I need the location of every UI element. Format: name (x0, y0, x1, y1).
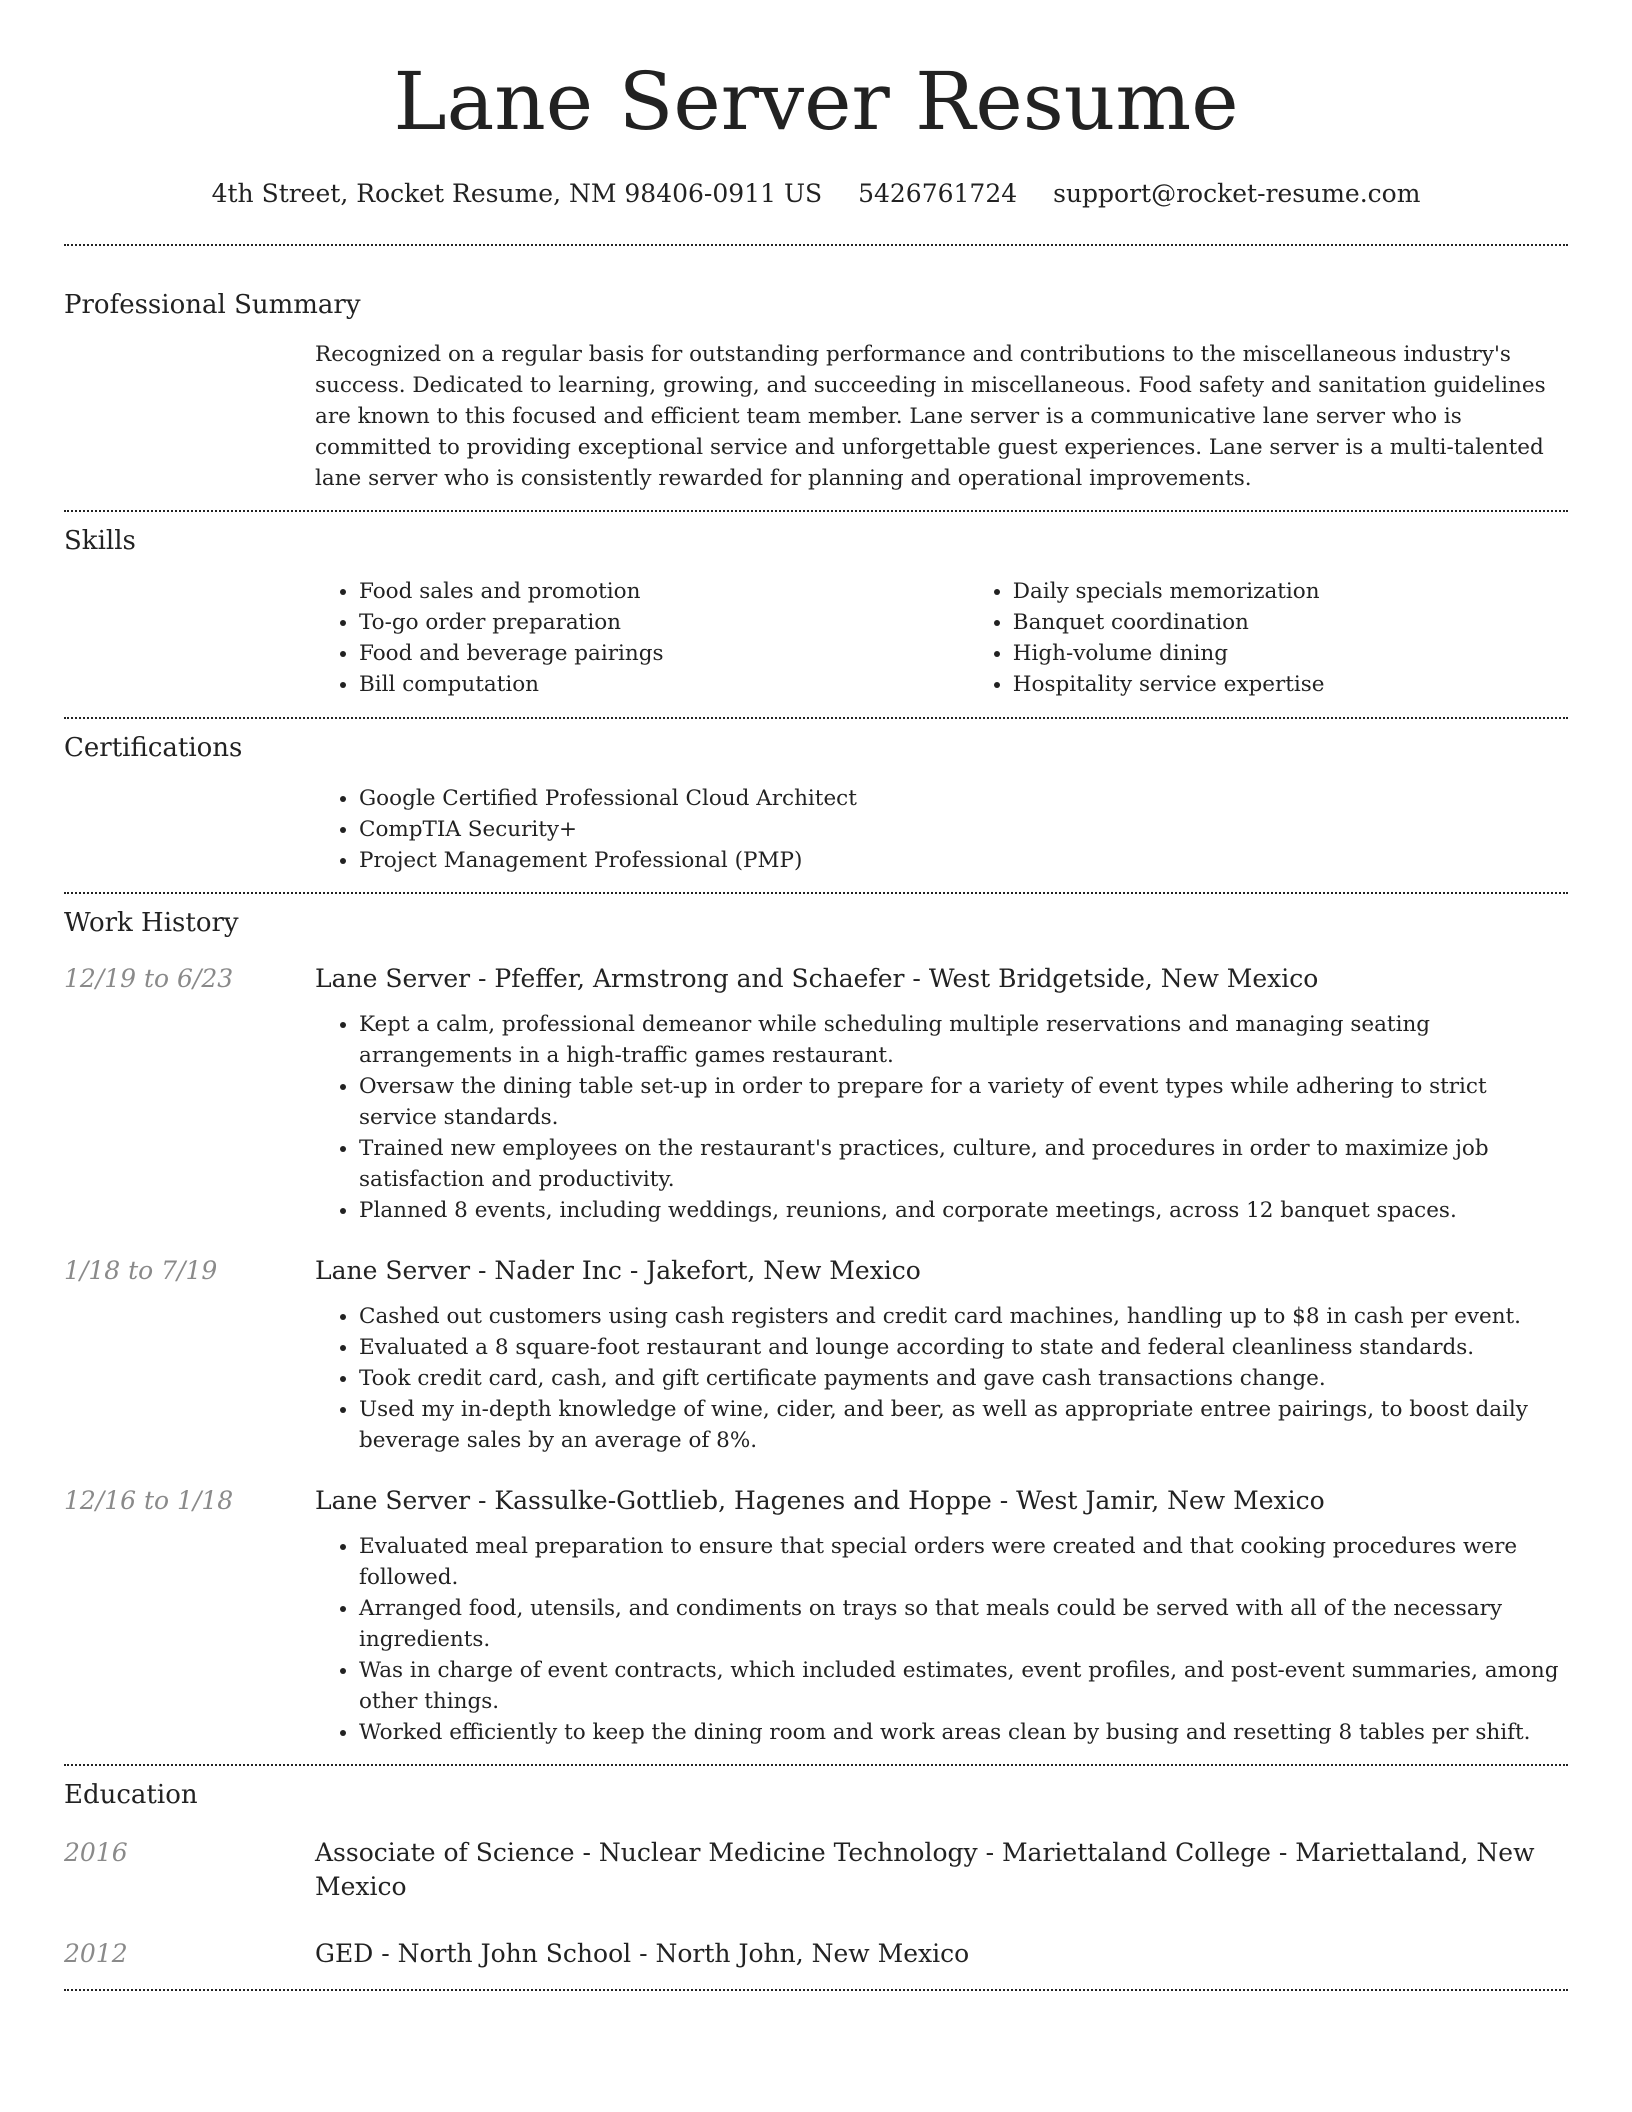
job-bullet: • Oversaw the dining table set-up in order to prepare for a variety of event types while adhering to strict service standards. (359, 1071, 1568, 1133)
job-title: Lane Server - Kassulke-Gottlieb, Hagenes and Hoppe - West Jamir, New Mexico (315, 1486, 1325, 1515)
job-bullets (315, 1009, 1568, 1226)
skills-section (64, 512, 1568, 700)
certifications-body (315, 783, 1568, 876)
job-bullets (315, 1301, 1568, 1456)
job-bullet: • Used my in-depth knowledge of wine, cider, and beer, as well as appropriate entree pairings, to boost daily beverage sales by an average of 8%. (359, 1394, 1568, 1456)
job-bullet: • Evaluated a 8 square-foot restaurant and lounge according to state and federal cleanliness standards. (359, 1332, 1568, 1363)
job-bullet: • Planned 8 events, including weddings, reunions, and corporate meetings, across 12 banquet spaces. (359, 1195, 1568, 1226)
job-bullet-list (315, 1301, 1568, 1456)
education-title: GED - North John School - North John, New Mexico (315, 1939, 970, 1968)
education-date: 2016 (64, 1838, 128, 1867)
job-bullet: • Worked efficiently to keep the dining room and work areas clean by busing and resetting 8 tables per shift. (359, 1717, 1568, 1748)
job-bullet: • Took credit card, cash, and gift certificate payments and gave cash transactions change. (359, 1363, 1568, 1394)
summary-section (64, 246, 1568, 494)
education-entry (64, 1937, 1568, 1971)
job-header (64, 962, 1568, 996)
job-header (64, 1254, 1568, 1288)
job-date: 12/19 to 6/23 (64, 964, 234, 993)
summary-body (315, 339, 1568, 494)
skills-list-left (315, 576, 969, 700)
divider (64, 1989, 1568, 1991)
skill-item: • To-go order preparation (359, 607, 969, 638)
job-bullet: • Evaluated meal preparation to ensure that special orders were created and that cooking procedures were followed. (359, 1531, 1568, 1593)
job-bullet: • Trained new employees on the restaurant's practices, culture, and procedures in order to maximize job satisfaction and productivity. (359, 1133, 1568, 1195)
skill-item: • Banquet coordination (1013, 607, 1568, 638)
job-entry (64, 1484, 1568, 1748)
education-date: 2012 (64, 1939, 128, 1968)
skills-list-right (969, 576, 1568, 700)
certifications-section (64, 719, 1568, 876)
summary-text: Recognized on a regular basis for outstanding performance and contributions to the miscellaneous industry's success. Dedicated to learning, growing, and succeeding in miscellaneous. Food safety and sanitation guidelines are known to this focused and efficient team member. Lane server is a communicative lane server who is committed to providing exceptional service and unforgettable guest experiences. Lane server is a multi-talented lane server who is consistently rewarded for planning and operational improvements. (315, 342, 1546, 491)
job-entry (64, 962, 1568, 1226)
contact-email: support@rocket-resume.com (1053, 179, 1421, 208)
job-bullet: • Cashed out customers using cash registers and credit card machines, handling up to $8 in cash per event. (359, 1301, 1568, 1332)
certifications-list (315, 783, 1568, 876)
job-title: Lane Server - Pfeffer, Armstrong and Schaefer - West Bridgetside, New Mexico (315, 964, 1319, 993)
skill-item: • Bill computation (359, 669, 969, 700)
section-title-certifications: Certifications (64, 733, 243, 763)
job-date: 12/16 to 1/18 (64, 1486, 234, 1515)
resume-name: Lane Server Resume (393, 55, 1239, 148)
section-title-work: Work History (64, 908, 239, 938)
section-title-skills: Skills (64, 526, 136, 556)
section-title-summary: Professional Summary (64, 290, 361, 320)
skill-item: • Food sales and promotion (359, 576, 969, 607)
section-title-education: Education (64, 1780, 198, 1810)
job-bullet: • Kept a calm, professional demeanor while scheduling multiple reservations and managing seating arrangements in a high-traffic games restaurant. (359, 1009, 1568, 1071)
job-bullet: • Arranged food, utensils, and condiments on trays so that meals could be served with all of the necessary ingredients. (359, 1593, 1568, 1655)
contact-address: 4th Street, Rocket Resume, NM 98406-0911 US (211, 179, 823, 208)
job-date: 1/18 to 7/19 (64, 1256, 218, 1285)
skill-item: • Hospitality service expertise (1013, 669, 1568, 700)
certification-item: • CompTIA Security+ (359, 814, 1568, 845)
job-bullet-list (315, 1009, 1568, 1226)
skills-grid (315, 576, 1568, 700)
skill-item: • Daily specials memorization (1013, 576, 1568, 607)
education-section (64, 1766, 1568, 1971)
job-bullet: • Was in charge of event contracts, which included estimates, event profiles, and post-event summaries, among other things. (359, 1655, 1568, 1717)
contact-line (64, 178, 1568, 210)
work-section (64, 894, 1568, 1748)
education-title: Associate of Science - Nuclear Medicine Technology - Mariettaland College - Mariettaland, New Mexico (315, 1838, 1535, 1901)
education-entry (64, 1836, 1568, 1904)
job-header (64, 1484, 1568, 1518)
contact-phone: 5426761724 (858, 179, 1018, 208)
job-bullets (315, 1531, 1568, 1748)
job-bullet-list (315, 1531, 1568, 1748)
job-title: Lane Server - Nader Inc - Jakefort, New Mexico (315, 1256, 921, 1285)
certification-item: • Project Management Professional (PMP) (359, 845, 1568, 876)
certification-item: • Google Certified Professional Cloud Architect (359, 783, 1568, 814)
job-entry (64, 1254, 1568, 1456)
skill-item: • Food and beverage pairings (359, 638, 969, 669)
skill-item: • High-volume dining (1013, 638, 1568, 669)
